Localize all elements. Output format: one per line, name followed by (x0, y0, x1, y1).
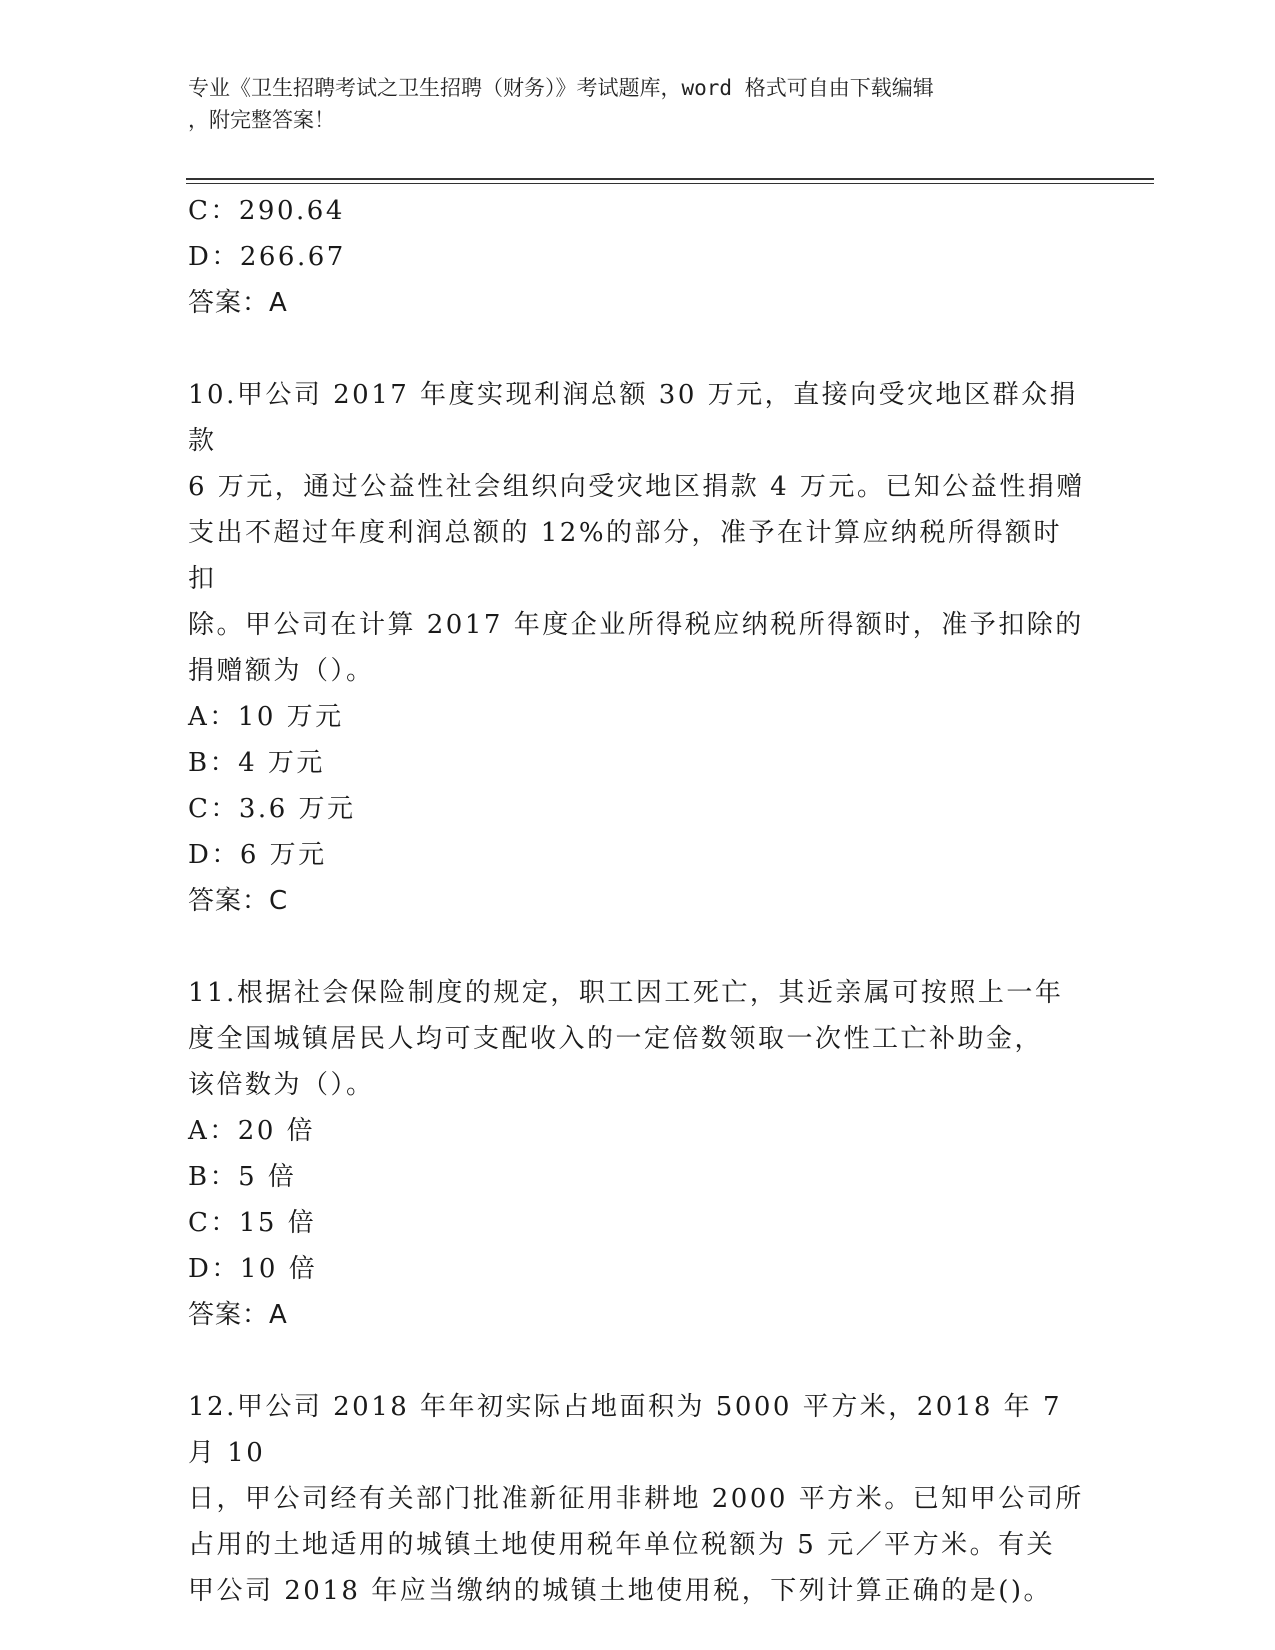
option-a: A：20 倍 (188, 1116, 316, 1146)
question-12 (188, 1384, 1088, 1614)
header-rule-thin (186, 183, 1154, 184)
answer: 答案：A (188, 288, 288, 318)
question-text-line: 12.甲公司 2018 年年初实际占地面积为 5000 平方米，2018 年 7 月 10 (188, 1392, 1073, 1468)
question-text-line: 度全国城镇居民人均可支配收入的一定倍数领取一次性工亡补助金， (188, 1024, 1044, 1054)
spacer (188, 326, 1088, 372)
header-line-1: 专业《卫生招聘考试之卫生招聘（财务）》考试题库，word 格式可自由下载编辑 (188, 76, 934, 100)
prev-question-tail (188, 188, 1088, 326)
question-text-line: 占用的土地适用的城镇土地使用税年单位税额为 5 元／平方米。有关 (188, 1530, 1056, 1560)
option-d: D：10 倍 (188, 1254, 318, 1284)
question-text-line: 支出不超过年度利润总额的 12%的部分，准予在计算应纳税所得额时扣 (188, 518, 1063, 594)
option-c: C：15 倍 (188, 1208, 317, 1238)
question-text-line: 6 万元，通过公益性社会组织向受灾地区捐款 4 万元。已知公益性捐赠 (188, 472, 1085, 502)
question-11 (188, 970, 1088, 1338)
question-text-line: 除。甲公司在计算 2017 年度企业所得税应纳税所得额时，准予扣除的 (188, 610, 1084, 640)
header-line-2: ，附完整答案！ (188, 108, 335, 132)
question-text-line: 11.根据社会保险制度的规定，职工因工死亡，其近亲属可按照上一年 (188, 978, 1064, 1008)
document-body (188, 188, 1088, 1614)
spacer (188, 1338, 1088, 1384)
option-a: A：10 万元 (188, 702, 344, 732)
option-b: B：5 倍 (188, 1162, 297, 1192)
question-text-line: 日，甲公司经有关部门批准新征用非耕地 2000 平方米。已知甲公司所 (188, 1484, 1084, 1514)
spacer (188, 924, 1088, 970)
answer: 答案：C (188, 886, 289, 916)
header-rule-thick (186, 178, 1154, 180)
option-c: C：3.6 万元 (188, 794, 356, 824)
option-c: C：290.64 (188, 196, 345, 226)
option-d: D：6 万元 (188, 840, 327, 870)
option-b: B：4 万元 (188, 748, 325, 778)
page-header (188, 72, 1088, 136)
question-text-line: 甲公司 2018 年应当缴纳的城镇土地使用税，下列计算正确的是()。 (188, 1576, 1052, 1606)
question-text-line: 捐赠额为（）。 (188, 656, 375, 686)
answer: 答案：A (188, 1300, 288, 1330)
question-10 (188, 372, 1088, 924)
question-text-line: 该倍数为（）。 (188, 1070, 375, 1100)
option-d: D：266.67 (188, 242, 346, 272)
question-text-line: 10.甲公司 2017 年度实现利润总额 30 万元，直接向受灾地区群众捐款 (188, 380, 1079, 456)
